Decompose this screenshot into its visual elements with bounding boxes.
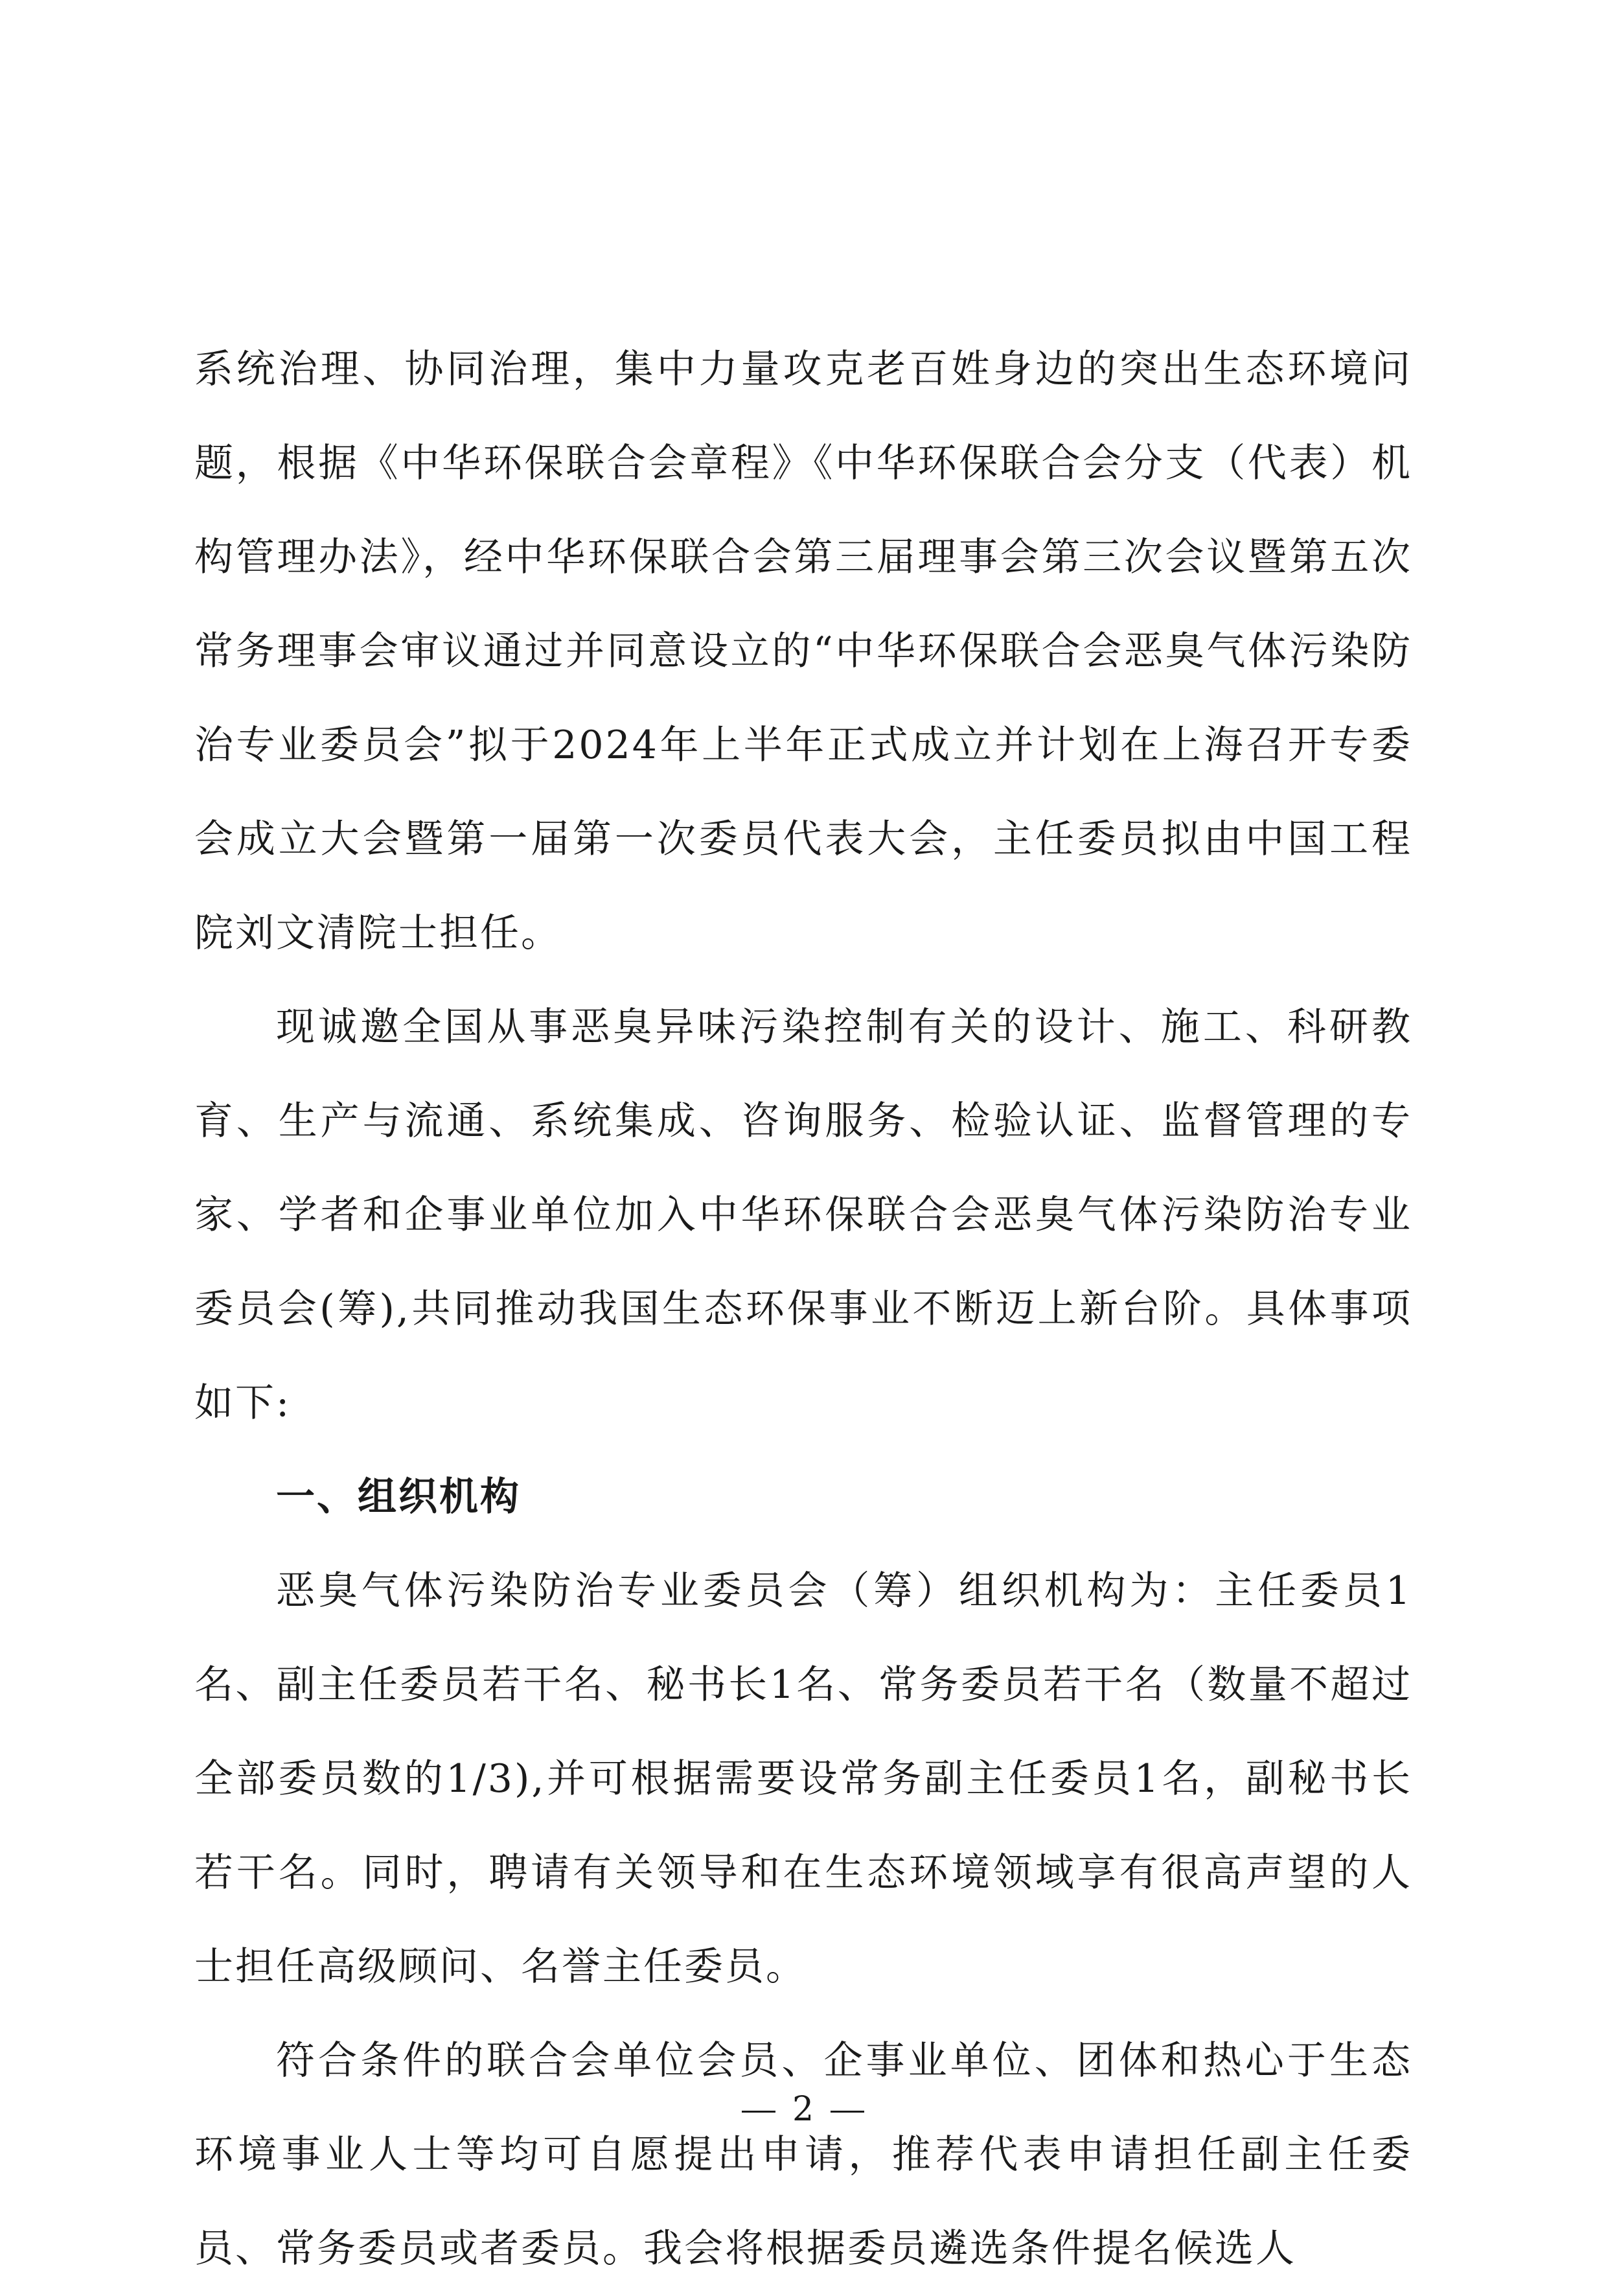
paragraph-continuation: 系统治理、协同治理，集中力量攻克老百姓身边的突出生态环境问题，根据《中华环保联合会章程》《中华环保联合会分支（代表）机构管理办法》，经中华环保联合会第三届理事会第三次会议暨第五次常务理事会审议通过并同意设立的“中华环保联合会恶臭气体污染防治专业委员会”拟于2024年上半年正式成立并计划在上海召开专委会成立大会暨第一届第一次委员代表大会，主任委员拟由中国工程院刘文清院士担任。 [194, 347, 1412, 956]
paragraph-organization-structure: 恶臭气体污染防治专业委员会（筹）组织机构为：主任委员1名、副主任委员若干名、秘书长1名、常务委员若干名（数量不超过全部委员数的1/3),并可根据需要设常务副主任委员1名，副秘书长若干名。同时，聘请有关领导和在生态环境领域享有很高声望的人士担任高级顾问、名誉主任委员。 [194, 1568, 1412, 1989]
document-body [194, 323, 1412, 2296]
footer-dash-left [742, 2111, 775, 2113]
paragraph-invitation: 现诚邀全国从事恶臭异味污染控制有关的设计、施工、科研教育、生产与流通、系统集成、咨询服务、检验认证、监督管理的专家、学者和企事业单位加入中华环保联合会恶臭气体污染防治专业委员会(筹),共同推动我国生态环保事业不断迈上新台阶。具体事项如下: [194, 1004, 1412, 1426]
paragraph-eligibility: 符合条件的联合会单位会员、企事业单位、团体和热心于生态环境事业人士等均可自愿提出申请，推荐代表申请担任副主任委员、常务委员或者委员。我会将根据委员遴选条件提名候选人 [194, 2038, 1412, 2271]
section-heading-organization: 一、组织机构 [276, 1474, 521, 1520]
footer-dash-right [831, 2111, 864, 2113]
page-footer [0, 2090, 1606, 2129]
page-number: 2 [792, 2090, 814, 2129]
